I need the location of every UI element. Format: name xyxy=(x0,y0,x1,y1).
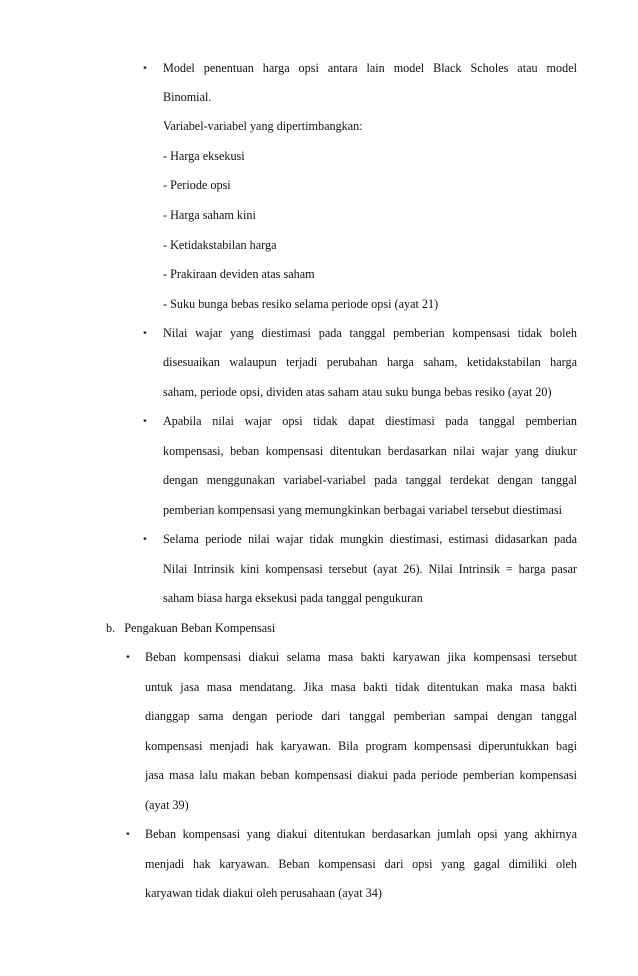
paragraph-line: Nilai Intrinsik kini kompensasi tersebut (ayat 26). Nilai Intrinsik = harga pasar xyxy=(163,562,577,576)
paragraph-line: Nilai wajar yang diestimasi pada tanggal pemberian kompensasi tidak boleh xyxy=(163,326,577,340)
paragraph-line: Selama periode nilai wajar tidak mungkin diestimasi, estimasi didasarkan pada xyxy=(163,532,577,546)
bullet-star-icon: ⋆ xyxy=(141,415,149,427)
paragraph-line: disesuaikan walaupun terjadi perubahan harga saham, ketidakstabilan harga xyxy=(163,355,577,369)
paragraph-line: dengan menggunakan variabel-variabel pada tanggal terdekat dengan tanggal xyxy=(163,473,577,487)
list-item: - Harga eksekusi xyxy=(163,149,245,163)
bullet-star-icon: ⋆ xyxy=(141,327,149,339)
paragraph-line: kompensasi menjadi hak karyawan. Bila program kompensasi diperuntukkan bagi xyxy=(145,739,577,753)
paragraph-line: Beban kompensasi yang diakui ditentukan berdasarkan jumlah opsi yang akhirnya xyxy=(145,827,577,841)
bullet-star-icon: ⋆ xyxy=(124,651,132,663)
paragraph-line: untuk jasa masa mendatang. Jika masa bakti tidak ditentukan maka masa bakti xyxy=(145,680,577,694)
list-item: - Harga saham kini xyxy=(163,208,256,222)
paragraph-line: Apabila nilai wajar opsi tidak dapat diestimasi pada tanggal pemberian xyxy=(163,414,577,428)
paragraph-line: saham biasa harga eksekusi pada tanggal pengukuran xyxy=(163,591,423,605)
bullet-star-icon: ⋆ xyxy=(124,828,132,840)
paragraph-line: kompensasi, beban kompensasi ditentukan berdasarkan nilai wajar yang diukur xyxy=(163,444,577,458)
paragraph-line: Model penentuan harga opsi antara lain model Black Scholes atau model xyxy=(163,61,577,75)
bullet-star-icon: ⋆ xyxy=(141,62,149,74)
section-heading: b. Pengakuan Beban Kompensasi xyxy=(106,621,276,635)
paragraph-line: dianggap sama dengan periode dari tanggal pemberian sampai dengan tanggal xyxy=(145,709,577,723)
paragraph-line: menjadi hak karyawan. Beban kompensasi dari opsi yang gagal dimiliki oleh xyxy=(145,857,577,871)
list-item: - Ketidakstabilan harga xyxy=(163,238,277,252)
paragraph-line: karyawan tidak diakui oleh perusahaan (ayat 34) xyxy=(145,886,382,900)
list-item: - Suku bunga bebas resiko selama periode opsi (ayat 21) xyxy=(163,297,439,311)
paragraph-line: jasa masa lalu makan beban kompensasi diakui pada periode pemberian kompensasi xyxy=(145,768,577,782)
paragraph-line: Variabel-variabel yang dipertimbangkan: xyxy=(163,119,363,133)
paragraph-line: (ayat 39) xyxy=(145,798,189,812)
paragraph-line: Binomial. xyxy=(163,90,212,104)
list-item: - Prakiraan deviden atas saham xyxy=(163,267,315,281)
paragraph-line: saham, periode opsi, dividen atas saham atau suku bunga bebas resiko (ayat 20) xyxy=(163,385,552,399)
paragraph-line: Beban kompensasi diakui selama masa bakti karyawan jika kompensasi tersebut xyxy=(145,650,577,664)
paragraph-line: pemberian kompensasi yang memungkinkan berbagai variabel tersebut diestimasi xyxy=(163,503,563,517)
bullet-star-icon: ⋆ xyxy=(141,533,149,545)
list-item: - Periode opsi xyxy=(163,178,231,192)
